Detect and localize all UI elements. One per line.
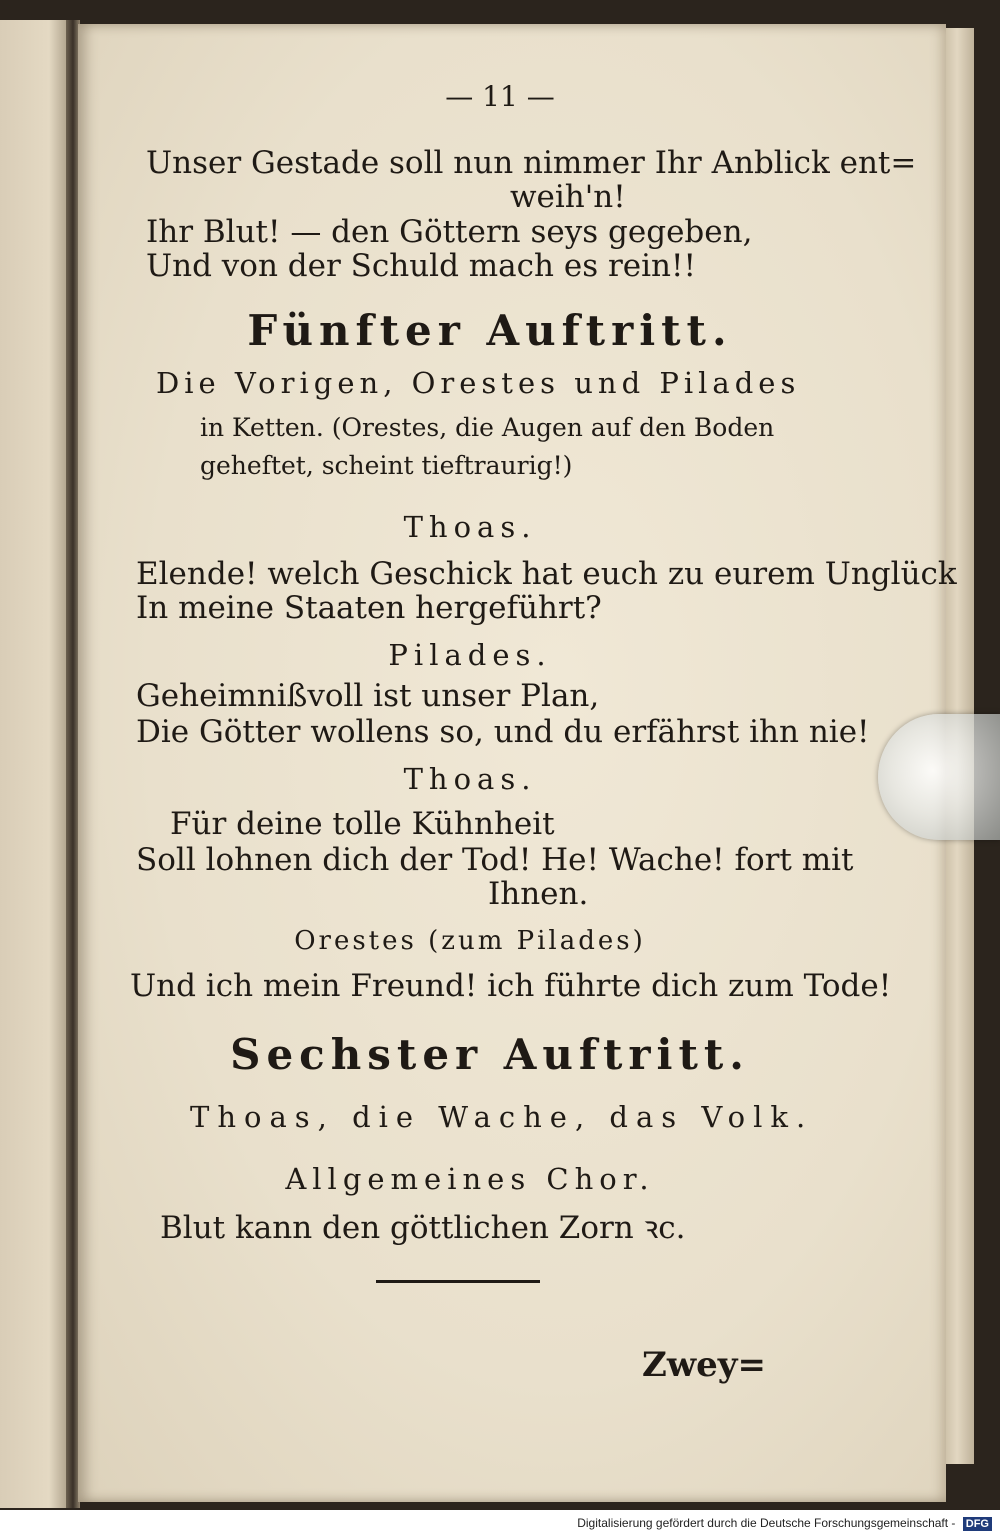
speaker-name: Pilades. xyxy=(388,638,552,672)
stage-direction: Thoas, die Wache, das Volk. xyxy=(190,1100,814,1134)
dialogue-line: Geheimnißvoll ist unser Plan, xyxy=(136,678,600,714)
verse-line: Unser Gestade soll nun nimmer Ihr Anblick ent= xyxy=(146,145,917,181)
scene-heading: Sechster Auftritt. xyxy=(230,1030,750,1079)
verse-line: weih'n! xyxy=(510,179,626,215)
page-number: — 11 — xyxy=(445,80,555,113)
footer-text: Digitalisierung gefördert durch die Deutsche Forschungsgemeinschaft - xyxy=(577,1516,956,1530)
section-rule xyxy=(376,1280,540,1283)
catchword: Zwey= xyxy=(642,1345,766,1385)
dialogue-line: Die Götter wollens so, und du erfährst ihn nie! xyxy=(136,714,870,750)
scene-heading: Fünfter Auftritt. xyxy=(247,306,733,355)
dialogue-line: Blut kann den göttlichen Zorn ꝛc. xyxy=(160,1210,686,1246)
dialogue-line: Soll lohnen dich der Tod! He! Wache! fort mit xyxy=(136,842,854,878)
speaker-name: Allgemeines Chor. xyxy=(285,1162,655,1196)
speaker-name: Orestes (zum Pilades) xyxy=(294,926,646,956)
dialogue-line: Und ich mein Freund! ich führte dich zum Tode! xyxy=(130,968,892,1004)
dialogue-line: Für deine tolle Kühnheit xyxy=(170,806,555,842)
digitization-footer xyxy=(0,1510,1000,1536)
verse-line: Und von der Schuld mach es rein!! xyxy=(146,248,696,284)
dfg-logo: DFG xyxy=(963,1517,992,1531)
dialogue-line: In meine Staaten hergeführt? xyxy=(136,590,602,626)
speaker-name: Thoas. xyxy=(403,510,537,544)
stage-direction: geheftet, scheint tieftraurig!) xyxy=(200,451,573,480)
stage-direction: in Ketten. (Orestes, die Augen auf den Boden xyxy=(200,413,775,442)
speaker-name: Thoas. xyxy=(403,762,537,796)
verse-line: Ihr Blut! — den Göttern seys gegeben, xyxy=(146,214,753,250)
dialogue-line: Elende! welch Geschick hat euch zu eurem Unglück xyxy=(136,556,957,592)
stage-direction: Die Vorigen, Orestes und Pilades xyxy=(156,366,801,400)
dialogue-line: Ihnen. xyxy=(488,876,589,912)
